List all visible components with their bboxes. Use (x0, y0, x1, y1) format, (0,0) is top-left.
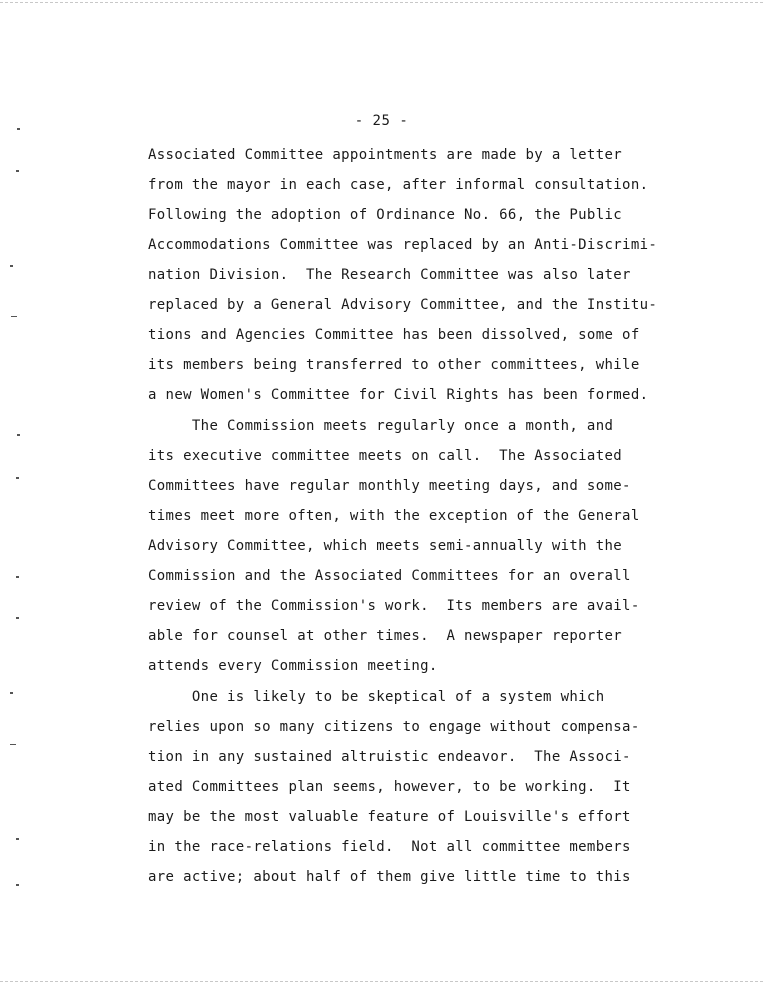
text-line: times meet more often, with the exception of the General (148, 508, 640, 524)
text-line: a new Women's Committee for Civil Rights has been formed. (148, 387, 649, 403)
text-line: relies upon so many citizens to engage without compensa- (148, 719, 640, 735)
text-line: tions and Agencies Committee has been dissolved, some of (148, 327, 640, 343)
text-line: review of the Commission's work. Its members are avail- (148, 598, 640, 614)
text-line: Commission and the Associated Committees for an overall (148, 568, 631, 584)
text-line: nation Division. The Research Committee was also later (148, 267, 631, 283)
text-line: its members being transferred to other committees, while (148, 357, 640, 373)
margin-speck (16, 838, 19, 840)
margin-speck (16, 170, 19, 172)
text-line: are active; about half of them give little time to this (148, 869, 631, 885)
text-line: tion in any sustained altruistic endeavor. The Associ- (148, 749, 631, 765)
margin-speck (16, 884, 19, 886)
text-line: Advisory Committee, which meets semi-annually with the (148, 538, 623, 554)
margin-speck (16, 477, 19, 479)
text-line: Committees have regular monthly meeting days, and some- (148, 478, 631, 494)
text-line: from the mayor in each case, after informal consultation. (148, 177, 649, 193)
margin-speck (10, 692, 13, 694)
margin-speck (10, 265, 13, 267)
margin-speck (17, 434, 20, 436)
text-line: Associated Committee appointments are made by a letter (148, 147, 623, 163)
page-number: - 25 - (354, 113, 409, 129)
page-bottom-edge (0, 981, 763, 982)
text-line: The Commission meets regularly once a month, and (148, 418, 614, 434)
margin-speck (16, 617, 19, 619)
text-line: able for counsel at other times. A newspaper reporter (148, 628, 623, 644)
text-line: Following the adoption of Ordinance No. 66, the Public (148, 207, 623, 223)
text-line: its executive committee meets on call. The Associated (148, 448, 623, 464)
margin-speck (10, 744, 16, 745)
margin-speck (16, 576, 19, 578)
text-line: may be the most valuable feature of Louisville's effort (148, 809, 631, 825)
text-line: ated Committees plan seems, however, to be working. It (148, 779, 631, 795)
text-line: One is likely to be skeptical of a system which (148, 689, 605, 705)
text-line: attends every Commission meeting. (148, 658, 438, 674)
page-top-edge (0, 2, 763, 3)
text-line: replaced by a General Advisory Committee, and the Institu- (148, 297, 658, 313)
margin-speck (17, 128, 20, 130)
text-line: Accommodations Committee was replaced by an Anti-Discrimi- (148, 237, 658, 253)
text-line: in the race-relations field. Not all committee members (148, 839, 631, 855)
margin-speck (11, 316, 17, 317)
